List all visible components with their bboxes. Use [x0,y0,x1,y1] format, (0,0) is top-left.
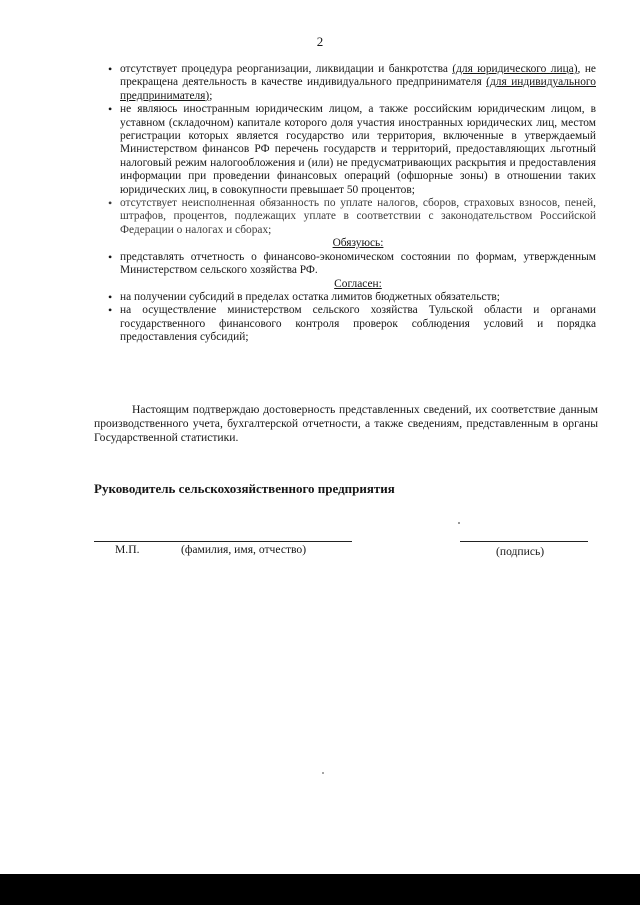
list-item [120,103,596,197]
item-text: представлять отчетность о финансово-экономическом состоянии по формам, утвержденным Министерством сельского хозяйства РФ. [120,250,596,277]
list-item [120,251,596,278]
signatory-title: Руководитель сельскохозяйственного предприятия [94,481,395,496]
list-item [120,63,596,103]
list-item [120,304,596,344]
conditions-list [120,63,596,237]
obligations-heading: Обязуюсь: [332,237,384,250]
consent-heading: Согласен: [334,277,382,290]
list-item [120,197,596,237]
underlined-text: (для индивидуального предпринимателя) [120,76,596,102]
scan-speck [458,522,460,524]
item-text: , не прекращена деятельность в качестве индивидуального предпринимателя [120,63,596,89]
name-signature-line [94,541,352,542]
consent-list [120,291,596,345]
scan-speck [322,772,324,774]
item-text: на получении субсидий в пределах остатка лимитов бюджетных обязательств; [120,290,500,303]
item-text: не являюсь иностранным юридическим лицом, а также российским юридическим лицом, в уставном (складочном) капитале которого доля участия иностранных юридических лиц, местом регистрации которых является государство или территория, включенные в утверждаемый Министерством финансов РФ перечень государств и территорий, предоставляющих льготный налоговый режим налогообложения и (или) не предусматривающих раскрытия и предоставления информации при проведении финансовых операций (офшорные зоны) в отношении таких юридических лиц, в совокупности превышает 50 процентов; [120,103,596,196]
obligations-list [120,251,596,278]
scan-border-bottom [0,874,640,905]
confirmation-paragraph: Настоящим подтверждаю достоверность представленных сведений, их соответствие данным производственного учета, бухгалтерской отчетности, а также сведениям, представленным в органы Государственной статистики. [94,403,598,444]
item-text: на осуществление министерством сельского хозяйства Тульской области и органами государственного финансового контроля проверок соблюдения условий и порядка предоставления субсидий; [120,304,596,344]
full-name-label: (фамилия, имя, отчество) [181,543,307,556]
underlined-text: (для юридического лица) [452,63,578,75]
signature-line [460,541,588,542]
item-text: отсутствует неисполненная обязанность по уплате налогов, сборов, страховых взносов, пеней, штрафов, процентов, подлежащих уплате в соответствии с законодательством Российской Федерации о налогах и сборах; [120,197,596,236]
page-number: 2 [316,34,324,49]
item-text: отсутствует процедура реорганизации, ликвидации и банкротства [120,63,453,75]
list-item [120,291,596,304]
item-text: ; [209,89,213,102]
stamp-label: М.П. [115,543,140,556]
terms-content [120,63,596,345]
signature-label: (подпись) [496,545,545,558]
